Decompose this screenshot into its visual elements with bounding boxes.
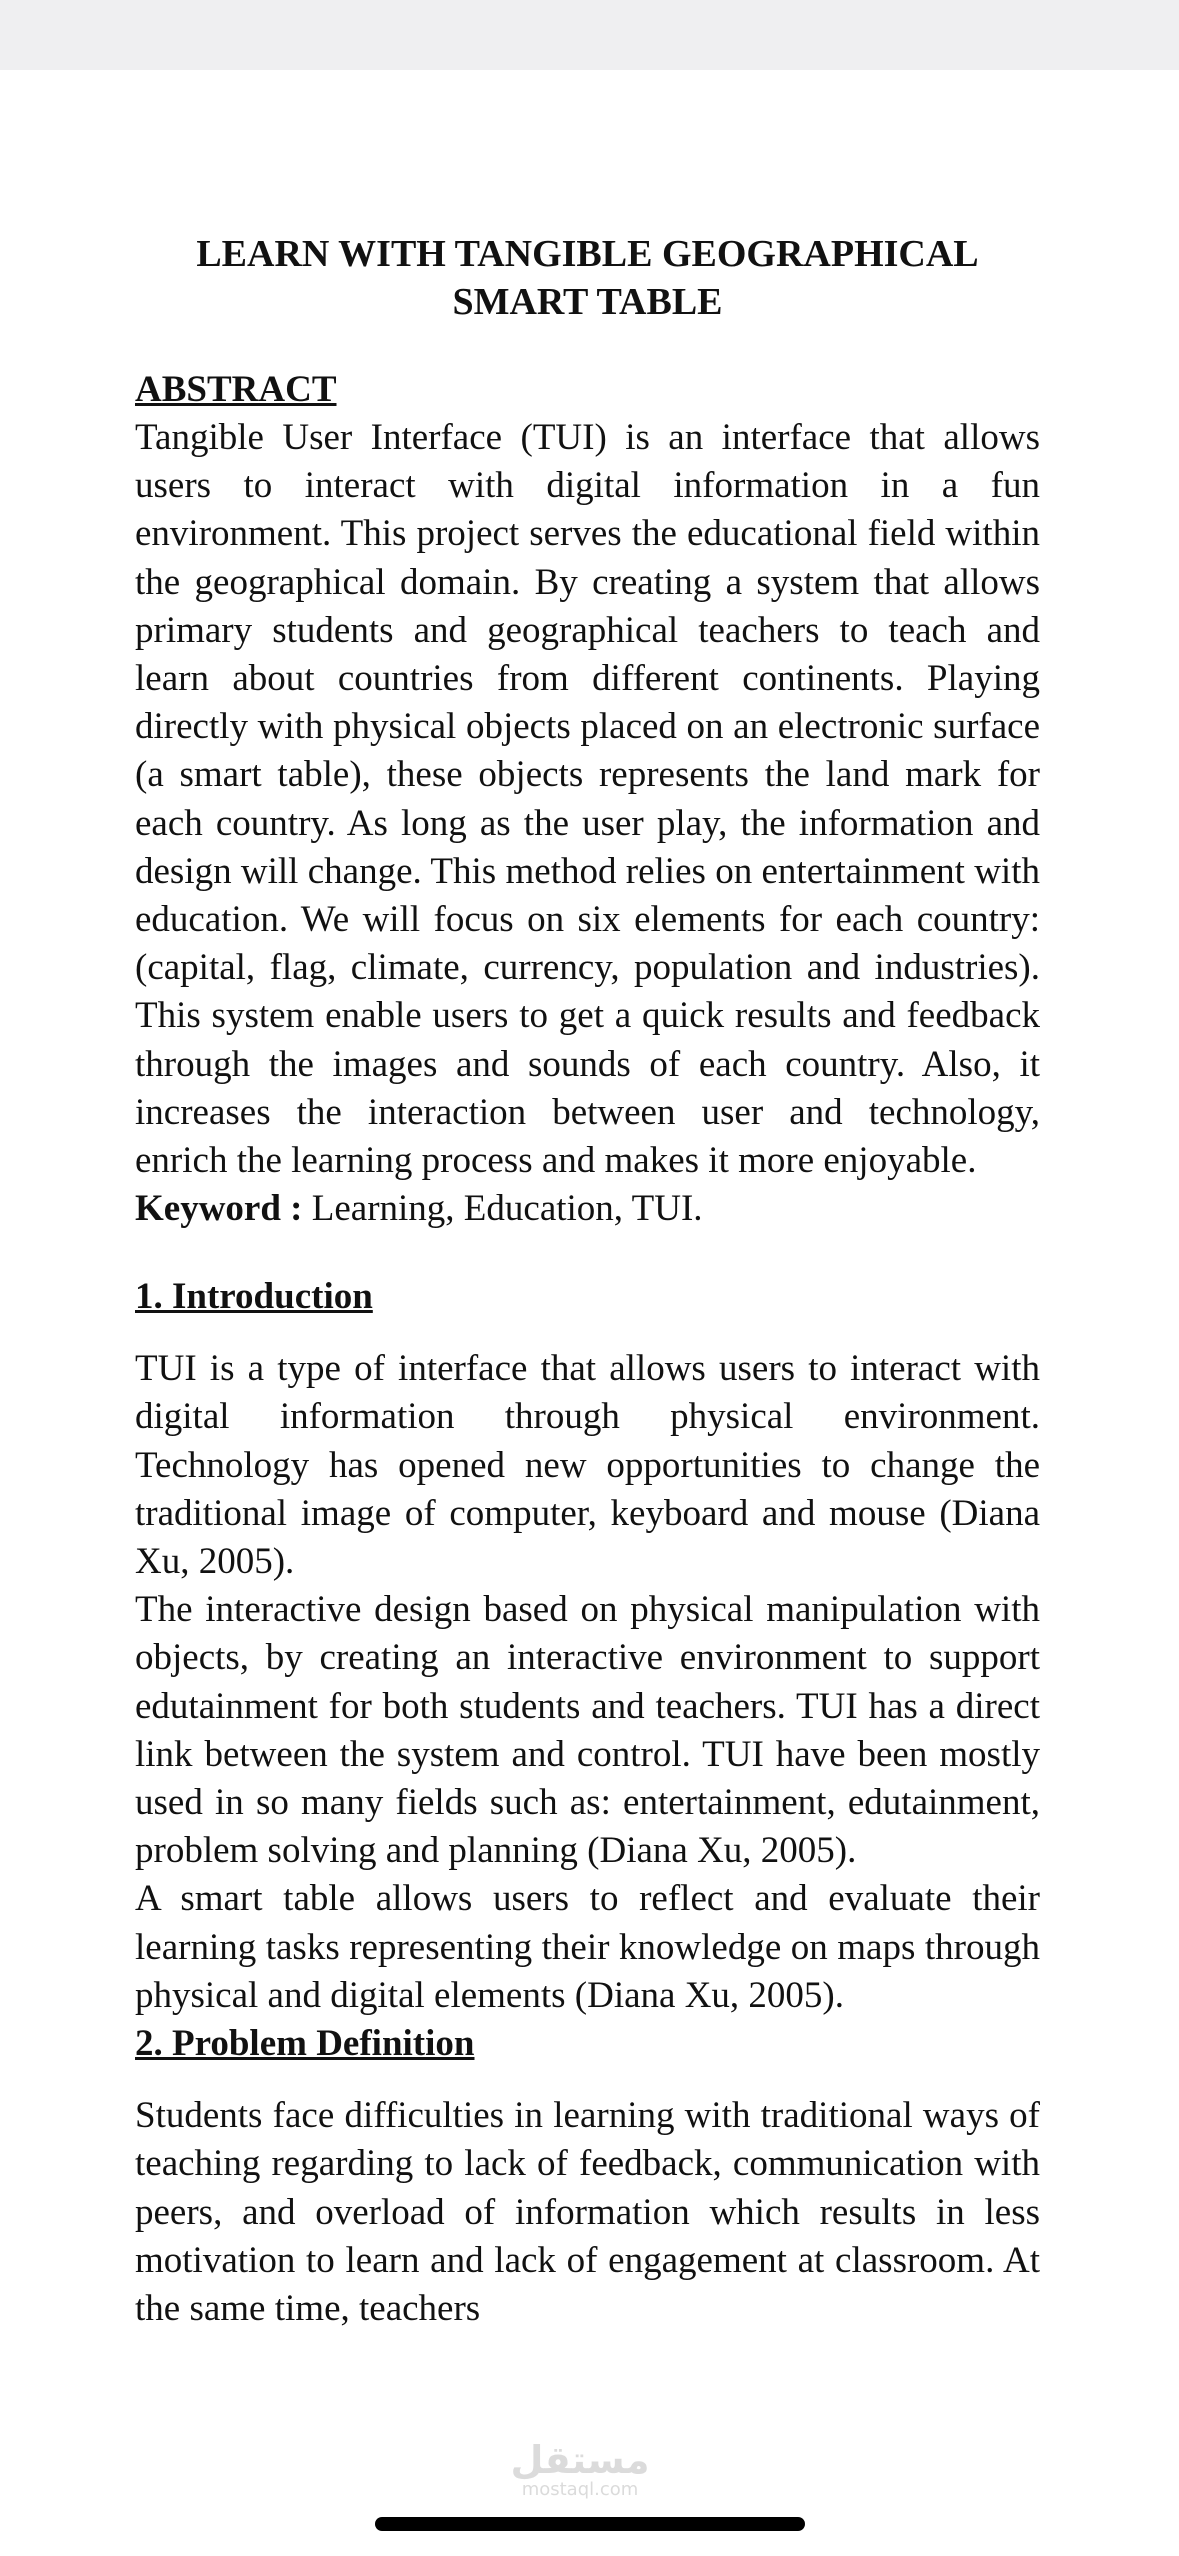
title-line-2: SMART TABLE: [452, 281, 723, 323]
watermark-arabic: مستقل: [510, 2438, 650, 2482]
introduction-section: [135, 1273, 1040, 2020]
keywords-line: [135, 1185, 1040, 1233]
problem-section: [135, 2020, 1040, 2333]
introduction-paragraph-2: The interactive design based on physical manipulation with objects, by creating an interactive environment to support edutainment for both students and teachers. TUI has a direct link between the system and control. TUI have been mostly used in so many fields such as: entertainment, edutainment, problem solving and planning (Diana Xu, 2005).: [135, 1589, 1040, 1872]
document-page: [135, 230, 1040, 2333]
keyword-label: Keyword :: [135, 1188, 303, 1230]
abstract-body: Tangible User Interface (TUI) is an interface that allows users to interact with digital information in a fun environment. This project serves the educational field within the geographical domain. By creating a system that allows primary students and geographical teachers to teach and learn about countries from different continents. Playing directly with physical objects placed on an electronic surface (a smart table), these objects represents the land mark for each country. As long as the user play, the information and design will change. This method relies on entertainment with education. We will focus on six elements for each country: (capital, flag, climate, currency, population and industries). This system enable users to get a quick results and feedback through the images and sounds of each country. Also, it increases the interaction between user and technology, enrich the learning process and makes it more enjoyable.: [135, 417, 1040, 1182]
introduction-paragraph-1: TUI is a type of interface that allows users to interact with digital information through physical environment. Technology has opened new opportunities to change the traditional image of computer, keyboard and mouse (Diana Xu, 2005).: [135, 1348, 1040, 1583]
document-title: [135, 230, 1040, 326]
keyword-text: Learning, Education, TUI.: [302, 1188, 703, 1230]
abstract-section: [135, 366, 1040, 1233]
introduction-paragraph-3: A smart table allows users to reflect and evaluate their learning tasks representing their knowledge on maps through physical and digital elements (Diana Xu, 2005).: [135, 1878, 1040, 2016]
problem-body: Students face difficulties in learning with traditional ways of teaching regarding to lack of feedback, communication with peers, and overload of information which results in less motivation to learn and lack of engagement at classroom. At the same time, teachers: [135, 2095, 1040, 2329]
problem-heading: 2. Problem Definition: [135, 2023, 475, 2065]
watermark-logo: [500, 2440, 660, 2500]
title-line-1: LEARN WITH TANGIBLE GEOGRAPHICAL: [196, 233, 979, 275]
home-indicator[interactable]: [375, 2517, 805, 2531]
abstract-heading: ABSTRACT: [135, 369, 337, 410]
watermark-latin: mostaql.com: [521, 2479, 639, 2500]
introduction-heading: 1. Introduction: [135, 1276, 373, 1318]
viewer-top-bar: [0, 0, 1179, 70]
